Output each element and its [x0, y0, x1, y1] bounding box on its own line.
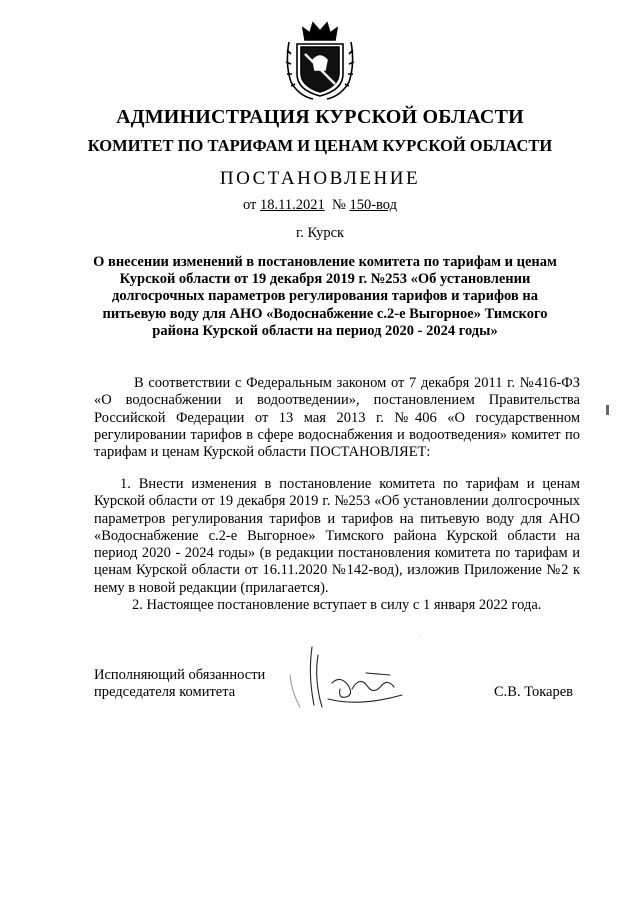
date-prefix: от	[242, 197, 261, 213]
preamble-paragraph: В соответствии с Федеральным законом от 7 декабря 2011 г. №416-ФЗ «О водоснабжении и водоотведении», постановлением Правительства Российской Федерации от 13 мая 2013 г. №406 «О государственном регулировании тарифов в сфере водоснабжения и водоотведения» комитет по тарифам и ценам Курской области ПОСТАНОВЛЯЕТ:	[94, 375, 580, 461]
signatory-position	[94, 667, 265, 702]
document-number: 150-вод	[349, 197, 397, 213]
coat-of-arms-emblem	[283, 14, 357, 100]
administration-title: АДМИНИСТРАЦИЯ КУРСКОЙ ОБЛАСТИ	[116, 106, 524, 128]
document-date: 18.11.2021	[260, 197, 325, 213]
number-prefix: №	[331, 197, 350, 213]
position-line-2: председателя комитета	[94, 684, 236, 701]
item-1-paragraph: 1. Внести изменения в постановление комитета по тарифам и ценам Курской области от 19 декабря 2019 г. №253 «Об установлении долгосрочных параметров регулирования тарифов и тарифов на питьевую воду для АНО «Водоснабжение с.2-е Выгорное» Тимского района Курской области на период 2020 - 2024 годы» (в редакции постановления комитета по тарифам и ценам Курской области от 16.11.2020 №142-вод), изложив Приложение №2 к нему в новой редакции (прилагается).	[94, 476, 580, 596]
margin-mark	[606, 405, 609, 415]
document-type: ПОСТАНОВЛЕНИЕ	[219, 168, 421, 189]
document-subject: О внесении изменений в постановление комитета по тарифам и ценам Курской области от 19 декабря 2019 г. №253 «Об установлении долгосрочных параметров регулирования тарифов и тарифов на питьевую воду для АНО «Водоснабжение с.2-е Выгорное» Тимского района Курской области на период 2020 - 2024 годы»	[93, 254, 557, 339]
item-2-paragraph: 2. Настоящее постановление вступает в силу с 1 января 2022 года.	[132, 597, 542, 613]
handwritten-signature	[270, 635, 420, 715]
document-city: г. Курск	[295, 225, 345, 241]
position-line-1: Исполняющий обязанности	[94, 667, 266, 683]
signatory-name: С.В. Токарев	[494, 684, 574, 700]
committee-title: КОМИТЕТ ПО ТАРИФАМ И ЦЕНАМ КУРСКОЙ ОБЛАСТИ	[87, 136, 553, 155]
document-date-number	[0, 197, 640, 214]
